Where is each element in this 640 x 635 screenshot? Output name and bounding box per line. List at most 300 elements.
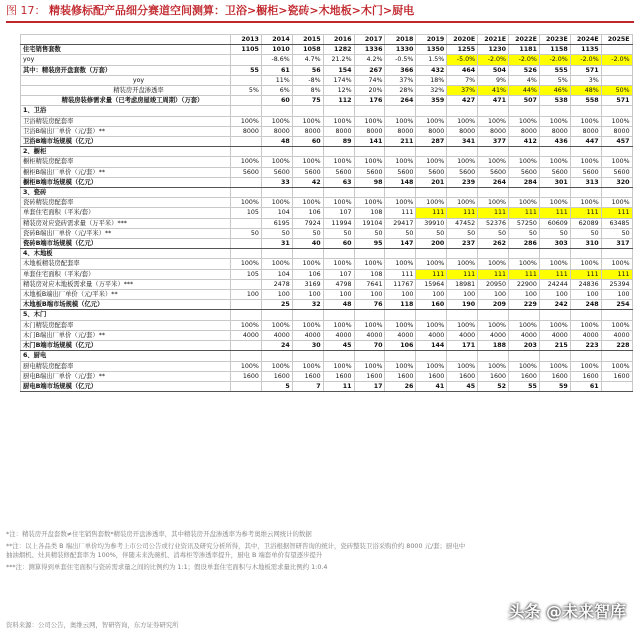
- source-line: 资料来源：公司公告，奥维云网，智研咨询，东方证券研究所: [6, 621, 179, 629]
- table-cell: [509, 310, 540, 320]
- table-cell: 100%: [385, 361, 416, 371]
- table-cell: 100%: [323, 259, 354, 269]
- table-cell: 100: [354, 290, 385, 300]
- table-cell: [354, 106, 385, 116]
- table-cell: 1600: [570, 371, 601, 381]
- table-cell: 188: [478, 341, 509, 351]
- table-cell: 3%: [570, 75, 601, 85]
- table-cell: 100%: [416, 198, 447, 208]
- year-header: 2020E: [447, 35, 478, 45]
- table-cell: [447, 249, 478, 259]
- table-cell: 447: [570, 137, 601, 147]
- table-cell: 22900: [509, 279, 540, 289]
- table-cell: 211: [385, 137, 416, 147]
- table-cell: 89: [323, 137, 354, 147]
- table-cell: 105: [231, 269, 262, 279]
- table-cell: -0.5%: [385, 55, 416, 65]
- table-cell: 100%: [385, 116, 416, 126]
- table-cell: 100%: [323, 198, 354, 208]
- market-size-row: [21, 300, 633, 310]
- table-cell: [292, 249, 323, 259]
- table-cell: [323, 188, 354, 198]
- table-cell: 25394: [601, 279, 632, 289]
- figure-number: 图 17：: [6, 4, 46, 17]
- table-cell: 223: [570, 341, 601, 351]
- table-cell: 62089: [570, 218, 601, 228]
- table-cell: 7924: [292, 218, 323, 228]
- row-label: 木地板B端市场规模（亿元）: [21, 300, 231, 310]
- table-cell: 21.2%: [323, 55, 354, 65]
- table-cell: [416, 147, 447, 157]
- table-row: [21, 330, 633, 340]
- table-cell: 39910: [416, 218, 447, 228]
- table-cell: [570, 106, 601, 116]
- table-cell: 26: [385, 381, 416, 391]
- table-cell: 100%: [354, 116, 385, 126]
- table-cell: 106: [292, 269, 323, 279]
- note-2: **注：以上各品类 B 端出厂单价均为参考上市公司公告或行业资讯及研究分析所得，其中，卫浴根据智研咨询的统计，瓷砖整装卫浴采购价约 8000 元/套；厨电中: [6, 542, 466, 550]
- table-cell: [601, 310, 632, 320]
- table-cell: 100%: [231, 157, 262, 167]
- table-cell: 313: [570, 177, 601, 187]
- table-cell: 507: [509, 96, 540, 106]
- table-cell: 100%: [539, 198, 570, 208]
- table-cell: [601, 45, 632, 55]
- table-cell: 320: [601, 177, 632, 187]
- row-label: 橱柜B端市场规模（亿元）: [21, 177, 231, 187]
- table-cell: 100%: [601, 198, 632, 208]
- table-cell: 60: [292, 137, 323, 147]
- table-cell: [601, 188, 632, 198]
- table-cell: 29417: [385, 218, 416, 228]
- table-cell: 100%: [385, 320, 416, 330]
- table-cell: 25: [261, 300, 292, 310]
- table-cell: -2.0%: [539, 55, 570, 65]
- row-label: 精装房开盘渗透率: [21, 86, 231, 96]
- table-cell: 100%: [292, 361, 323, 371]
- table-cell: 5600: [292, 167, 323, 177]
- watermark-text: 头条 @未来智库: [508, 601, 626, 621]
- table-cell: [509, 188, 540, 198]
- table-cell: 100%: [261, 320, 292, 330]
- year-header: 2024E: [570, 35, 601, 45]
- section-row: [21, 106, 633, 116]
- table-cell: [261, 310, 292, 320]
- table-cell: [292, 310, 323, 320]
- table-cell: 100%: [261, 361, 292, 371]
- table-cell: 237: [447, 239, 478, 249]
- table-cell: 100: [231, 290, 262, 300]
- table-cell: 100%: [416, 259, 447, 269]
- watermark: [508, 598, 626, 622]
- table-row: [21, 65, 633, 75]
- table-cell: 4000: [385, 330, 416, 340]
- table-cell: 100%: [292, 198, 323, 208]
- table-cell: 1600: [509, 371, 540, 381]
- figure-title: [6, 2, 634, 20]
- table-cell: 75: [292, 96, 323, 106]
- table-cell: 160: [416, 300, 447, 310]
- table-cell: 100%: [292, 116, 323, 126]
- table-cell: 100%: [292, 157, 323, 167]
- table-cell: 111: [570, 269, 601, 279]
- table-cell: 100%: [539, 259, 570, 269]
- table-cell: 50: [354, 228, 385, 238]
- table-row: [21, 371, 633, 381]
- table-cell: [509, 106, 540, 116]
- table-cell: 100%: [354, 259, 385, 269]
- table-cell: [478, 351, 509, 361]
- table-row: [21, 279, 633, 289]
- table-cell: -8%: [292, 75, 323, 85]
- year-header: 2013: [231, 35, 262, 45]
- table-cell: 11%: [261, 75, 292, 85]
- section-row: [21, 188, 633, 198]
- table-cell: 47452: [447, 218, 478, 228]
- table-cell: 5600: [539, 167, 570, 177]
- table-cell: 100%: [323, 157, 354, 167]
- table-cell: 4.7%: [292, 55, 323, 65]
- note-1: *注：精装房开盘套数≠住宅销售套数*精装房开盘渗透率，其中精装房开盘渗透率为参考奥维云网统计的数据: [6, 530, 312, 538]
- table-cell: 1600: [447, 371, 478, 381]
- table-cell: 50: [385, 228, 416, 238]
- table-cell: 100%: [509, 116, 540, 126]
- table-cell: 8000: [261, 126, 292, 136]
- table-cell: 100%: [385, 198, 416, 208]
- table-cell: 100%: [447, 198, 478, 208]
- table-cell: 9%: [478, 75, 509, 85]
- table-cell: 50: [416, 228, 447, 238]
- table-row: [21, 218, 633, 228]
- row-label: 卫浴B端出厂单价（元/套）**: [21, 126, 231, 136]
- table-cell: 20950: [478, 279, 509, 289]
- row-label: 4、木地板: [21, 249, 231, 259]
- table-cell: 1255: [447, 45, 478, 55]
- table-cell: 100%: [354, 198, 385, 208]
- table-cell: 8000: [416, 126, 447, 136]
- table-cell: 4000: [261, 330, 292, 340]
- table-row: [21, 96, 633, 106]
- table-cell: 100%: [261, 116, 292, 126]
- table-cell: 111: [601, 208, 632, 218]
- table-cell: 50: [261, 228, 292, 238]
- section-row: [21, 249, 633, 259]
- table-cell: 15964: [416, 279, 447, 289]
- table-cell: 471: [478, 96, 509, 106]
- table-cell: 1282: [323, 45, 354, 55]
- table-cell: -5.0%: [447, 55, 478, 65]
- table-cell: 267: [354, 65, 385, 75]
- table-cell: 5600: [231, 167, 262, 177]
- table-cell: 148: [385, 177, 416, 187]
- table-cell: 144: [416, 341, 447, 351]
- table-cell: 284: [509, 177, 540, 187]
- table-cell: [601, 65, 632, 75]
- table-cell: 61: [570, 381, 601, 391]
- table-cell: 100%: [447, 361, 478, 371]
- table-cell: 100%: [416, 361, 447, 371]
- table-cell: 100%: [323, 320, 354, 330]
- table-cell: [231, 218, 262, 228]
- table-cell: 201: [416, 177, 447, 187]
- table-cell: 4000: [416, 330, 447, 340]
- table-cell: 1600: [354, 371, 385, 381]
- table-cell: [447, 147, 478, 157]
- table-cell: [447, 310, 478, 320]
- table-cell: [323, 310, 354, 320]
- table-cell: 107: [323, 269, 354, 279]
- table-cell: [447, 106, 478, 116]
- table-cell: [354, 310, 385, 320]
- table-cell: 100%: [570, 259, 601, 269]
- table-cell: 108: [354, 208, 385, 218]
- table-cell: 100%: [323, 116, 354, 126]
- table-cell: [601, 351, 632, 361]
- table-cell: 56: [292, 65, 323, 75]
- table-cell: -8.6%: [261, 55, 292, 65]
- table-cell: 55: [509, 381, 540, 391]
- table-cell: 100: [416, 290, 447, 300]
- table-cell: [447, 188, 478, 198]
- table-cell: 18981: [447, 279, 478, 289]
- row-label: 精装房对应木地板需求量（万平米）***: [21, 279, 231, 289]
- table-cell: 538: [539, 96, 570, 106]
- table-cell: 95: [354, 239, 385, 249]
- table-cell: 464: [447, 65, 478, 75]
- year-header: 2018: [385, 35, 416, 45]
- table-cell: [231, 310, 262, 320]
- table-row: [21, 228, 633, 238]
- table-cell: 5600: [447, 167, 478, 177]
- table-cell: 4000: [354, 330, 385, 340]
- table-row: [21, 361, 633, 371]
- table-cell: 100: [509, 290, 540, 300]
- table-cell: 100%: [231, 116, 262, 126]
- table-cell: 100%: [601, 259, 632, 269]
- table-cell: 100%: [601, 116, 632, 126]
- figure-title-text: 精装修标配产品细分赛道空间测算：卫浴>橱柜>瓷砖>木地板>木门>厨电: [49, 4, 415, 17]
- table-cell: 147: [385, 239, 416, 249]
- table-cell: 108: [354, 269, 385, 279]
- header-blank: [21, 35, 231, 45]
- table-cell: 1600: [416, 371, 447, 381]
- table-cell: 1230: [478, 45, 509, 55]
- table-cell: 50: [478, 228, 509, 238]
- table-cell: [323, 351, 354, 361]
- table-cell: 5600: [385, 167, 416, 177]
- table-row: [21, 208, 633, 218]
- table-cell: 1058: [292, 45, 323, 55]
- table-cell: 412: [509, 137, 540, 147]
- table-cell: 28%: [385, 86, 416, 96]
- table-cell: 100%: [447, 157, 478, 167]
- table-cell: 104: [261, 208, 292, 218]
- table-cell: 48%: [570, 86, 601, 96]
- table-cell: [261, 188, 292, 198]
- table-cell: 111: [447, 208, 478, 218]
- row-label: 木门精装房配套率: [21, 320, 231, 330]
- table-cell: 8000: [478, 126, 509, 136]
- table-cell: 37%: [447, 86, 478, 96]
- table-cell: 203: [509, 341, 540, 351]
- table-cell: 555: [539, 65, 570, 75]
- table-cell: 1600: [539, 371, 570, 381]
- table-cell: [354, 188, 385, 198]
- table-cell: 100%: [570, 157, 601, 167]
- table-cell: [292, 106, 323, 116]
- table-cell: 341: [447, 137, 478, 147]
- table-row: [21, 269, 633, 279]
- table-cell: 24244: [539, 279, 570, 289]
- table-cell: 5: [261, 381, 292, 391]
- table-cell: 111: [478, 269, 509, 279]
- table-cell: 100: [385, 290, 416, 300]
- table-cell: 31: [261, 239, 292, 249]
- table-cell: 8000: [354, 126, 385, 136]
- table-cell: 1350: [416, 45, 447, 55]
- table-cell: 377: [478, 137, 509, 147]
- table-cell: 100%: [261, 259, 292, 269]
- table-row: [21, 55, 633, 65]
- table-cell: [570, 188, 601, 198]
- table-cell: 317: [601, 239, 632, 249]
- table-cell: 1600: [601, 371, 632, 381]
- table-cell: 1135: [570, 45, 601, 55]
- table-cell: 100: [601, 290, 632, 300]
- table-cell: 100%: [385, 259, 416, 269]
- table-cell: 5600: [261, 167, 292, 177]
- table-cell: 100%: [478, 361, 509, 371]
- market-size-table: [20, 34, 633, 392]
- table-cell: 100%: [261, 198, 292, 208]
- table-cell: 45: [447, 381, 478, 391]
- table-cell: 52: [478, 381, 509, 391]
- table-cell: [478, 249, 509, 259]
- table-cell: [509, 147, 540, 157]
- table-cell: 111: [478, 208, 509, 218]
- table-cell: [261, 147, 292, 157]
- year-header: 2019: [416, 35, 447, 45]
- table-cell: [261, 249, 292, 259]
- table-cell: 8%: [292, 86, 323, 96]
- table-cell: 12%: [323, 86, 354, 96]
- note-4: ***注：测算得到单套住宅面积与瓷砖需求量之间的比例约为 1:1；假设单套住宅面积与木地板需求量比例约 1:0.4: [6, 563, 328, 571]
- table-cell: 8000: [292, 126, 323, 136]
- table-cell: [570, 249, 601, 259]
- market-size-row: [21, 341, 633, 351]
- table-cell: [539, 147, 570, 157]
- table-cell: 100%: [509, 157, 540, 167]
- table-cell: [416, 188, 447, 198]
- row-label: 木门B端市场规模（亿元）: [21, 341, 231, 351]
- table-cell: 105: [231, 208, 262, 218]
- table-cell: [478, 147, 509, 157]
- table-cell: [231, 177, 262, 187]
- table-cell: 1105: [231, 45, 262, 55]
- row-label: 精装房对应瓷砖需求量（万平米）***: [21, 218, 231, 228]
- table-cell: 264: [478, 177, 509, 187]
- table-cell: 100%: [231, 198, 262, 208]
- market-size-row: [21, 177, 633, 187]
- table-cell: 111: [416, 208, 447, 218]
- table-cell: [231, 341, 262, 351]
- table-cell: 242: [539, 300, 570, 310]
- table-cell: 100%: [509, 259, 540, 269]
- table-cell: [323, 249, 354, 259]
- table-cell: 100%: [354, 361, 385, 371]
- table-cell: 44%: [509, 86, 540, 96]
- year-header: 2023E: [539, 35, 570, 45]
- table-cell: 63: [323, 177, 354, 187]
- table-cell: 1181: [509, 45, 540, 55]
- notes: [6, 530, 634, 575]
- row-label: 厨电精装房配套率: [21, 361, 231, 371]
- table-cell: 60: [323, 239, 354, 249]
- table-cell: 8000: [385, 126, 416, 136]
- table-cell: [385, 147, 416, 157]
- table-cell: 50%: [601, 86, 632, 96]
- table-row: [21, 259, 633, 269]
- table-cell: 40: [292, 239, 323, 249]
- table-cell: 32%: [416, 86, 447, 96]
- table-cell: [385, 188, 416, 198]
- table-cell: 1600: [478, 371, 509, 381]
- table-cell: 3169: [292, 279, 323, 289]
- table-cell: 106: [385, 341, 416, 351]
- table-row: [21, 198, 633, 208]
- year-header: 2014: [261, 35, 292, 45]
- year-header: 2015: [292, 35, 323, 45]
- table-cell: 50: [601, 228, 632, 238]
- table-cell: 100%: [447, 116, 478, 126]
- table-cell: 1336: [354, 45, 385, 55]
- table-cell: 106: [292, 208, 323, 218]
- table-cell: 229: [509, 300, 540, 310]
- table-cell: 50: [570, 228, 601, 238]
- table-cell: 1330: [385, 45, 416, 55]
- table-header-row: [21, 35, 633, 45]
- table-cell: 41%: [478, 86, 509, 96]
- table-cell: 76: [354, 300, 385, 310]
- table-cell: 111: [601, 269, 632, 279]
- table-cell: 8000: [601, 126, 632, 136]
- row-label: 厨电B端出厂单价（元/套）**: [21, 371, 231, 381]
- market-size-row: [21, 381, 633, 391]
- table-cell: 100%: [416, 157, 447, 167]
- table-cell: [416, 310, 447, 320]
- table-cell: 4000: [539, 330, 570, 340]
- table-row: [21, 157, 633, 167]
- table-cell: 4000: [323, 330, 354, 340]
- table-cell: 427: [447, 96, 478, 106]
- table-cell: 262: [478, 239, 509, 249]
- table-cell: 5600: [509, 167, 540, 177]
- table-cell: [385, 249, 416, 259]
- table-cell: 100%: [416, 320, 447, 330]
- table-cell: [231, 147, 262, 157]
- table-cell: 52376: [478, 218, 509, 228]
- table-cell: [261, 351, 292, 361]
- table-cell: 24836: [570, 279, 601, 289]
- table-cell: 4000: [231, 330, 262, 340]
- table-cell: 1600: [231, 371, 262, 381]
- table-cell: 11: [323, 381, 354, 391]
- table-cell: 100%: [447, 320, 478, 330]
- table-cell: 100%: [570, 116, 601, 126]
- table-cell: 7%: [447, 75, 478, 85]
- year-header: 2021E: [478, 35, 509, 45]
- table-cell: 286: [509, 239, 540, 249]
